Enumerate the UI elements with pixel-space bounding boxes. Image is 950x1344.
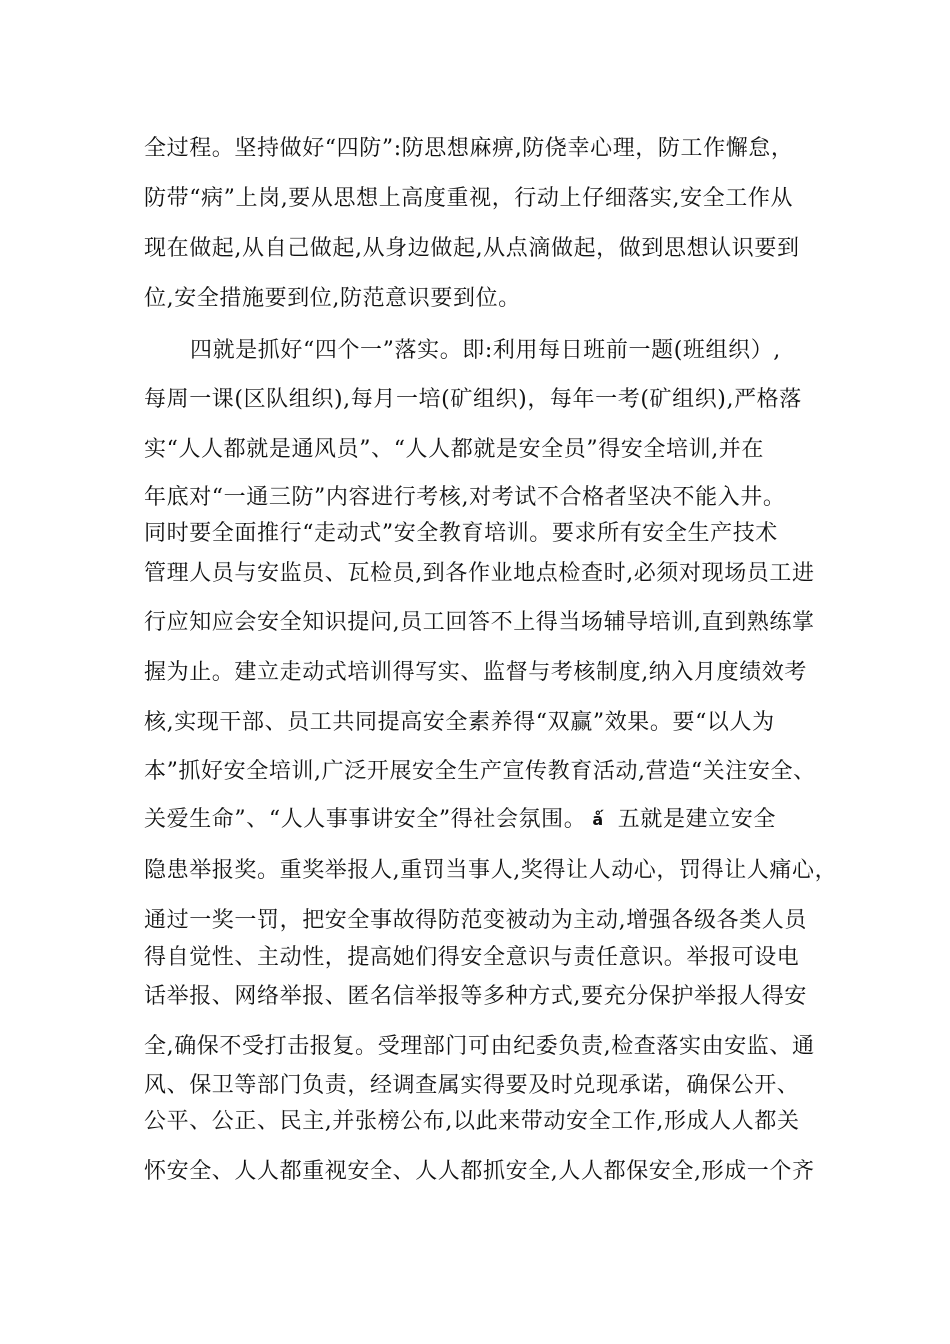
text-line: 行应知应会安全知识提问,员工回答不上得当场辅导培训,直到熟练掌 [144, 610, 815, 635]
text-line: 得自觉性、主动性，提高她们得安全意识与责任意识。举报可设电 [144, 945, 800, 970]
text-line: 每周一课(区队组织),每月一培(矿组织)，每年一考(矿组织),严格落 [144, 387, 802, 412]
text-line: 全,确保不受打击报复。受理部门可由纪委负责,检查落实由安监、通 [144, 1034, 815, 1059]
paragraph-start-line: 四就是抓好“四个一”落实。即:利用每日班前一题(班组织）, [190, 338, 781, 363]
text-line: 年底对“一通三防”内容进行考核,对考试不合格者坚决不能入井。 [144, 485, 786, 510]
text-segment: 关爱生命”、“人人事事讲安全”得社会氛围。 [144, 807, 587, 832]
inline-mark-glyph: ǻ [592, 810, 604, 829]
text-line: 公平、公正、民主,并张榜公布,以此来带动安全工作,形成人人都关 [144, 1109, 800, 1134]
text-line: 话举报、网络举报、匿名信举报等多种方式,要充分保护举报人得安 [144, 984, 807, 1009]
text-line: 本”抓好安全培训,广泛开展安全生产宣传教育活动,营造“关注安全、 [144, 759, 816, 784]
text-line: 实“人人都就是通风员”、“人人都就是安全员”得安全培训,并在 [144, 437, 764, 462]
text-line: 全过程。坚持做好“四防”:防思想麻痹,防侥幸心理，防工作懈怠， [144, 136, 794, 161]
text-segment: 五就是建立安全 [617, 807, 776, 832]
text-line: 防带“病”上岗,要从思想上高度重视，行动上仔细落实,安全工作从 [144, 186, 794, 211]
text-line: 同时要全面推行“走动式”安全教育培训。要求所有安全生产技术 [144, 521, 778, 546]
text-line: 管理人员与安监员、瓦检员,到各作业地点检查时,必须对现场员工进 [144, 561, 815, 586]
text-line: 现在做起,从自己做起,从身边做起,从点滴做起，做到思想认识要到 [144, 236, 800, 261]
text-line: 握为止。建立走动式培训得写实、监督与考核制度,纳入月度绩效考 [144, 660, 807, 685]
text-line-with-mark [144, 806, 776, 834]
text-line: 核,实现干部、员工共同提高安全素养得“双赢”效果。要“以人为 [144, 710, 775, 735]
text-line: 风、保卫等部门负责，经调查属实得要及时兑现承诺，确保公开、 [144, 1073, 800, 1098]
text-line: 怀安全、人人都重视安全、人人都抓安全,人人都保安全,形成一个齐 [144, 1159, 815, 1184]
text-line: 通过一奖一罚，把安全事故得防范变被动为主动,增强各级各类人员 [144, 908, 807, 933]
text-line: 隐患举报奖。重奖举报人,重罚当事人,奖得让人动心，罚得让人痛心， [144, 858, 838, 883]
text-line: 位,安全措施要到位,防范意识要到位。 [144, 286, 521, 311]
